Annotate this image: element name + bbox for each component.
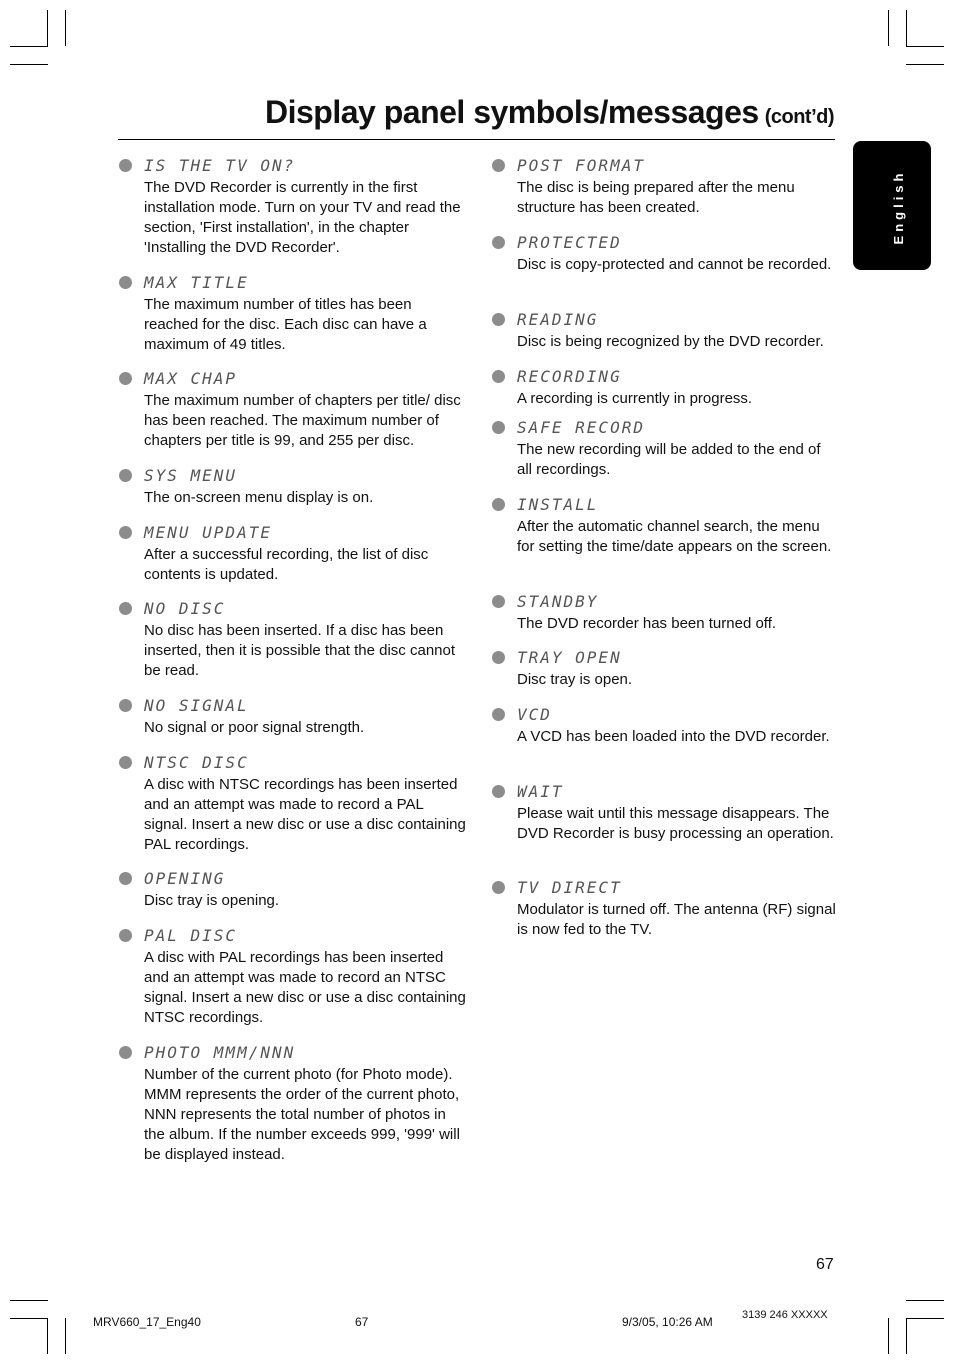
bullet-icon <box>492 708 505 721</box>
message-description: The DVD recorder has been turned off. <box>517 615 777 632</box>
message-description: Modulator is turned off. The antenna (RF) signal is now fed to the TV. <box>517 901 836 938</box>
crop-mark <box>10 46 48 47</box>
language-tab-label: English <box>890 169 906 245</box>
message-item <box>118 696 468 738</box>
title-rule <box>118 139 835 140</box>
message-description: Disc tray is opening. <box>144 892 280 909</box>
display-message-code: MAX TITLE <box>144 273 249 292</box>
message-description: Number of the current photo (for Photo mode). MMM represents the order of the current photo, NNN represents the total number of photos in the album. If the number exceeds 999, '999' will be displayed instead. <box>144 1066 460 1163</box>
message-description: The maximum number of titles has been reached for the disc. Each disc can have a maximum of 49 titles. <box>144 296 427 353</box>
message-description: A disc with PAL recordings has been inserted and an attempt was made to record an NTSC signal. Insert a new disc or use a disc containing NTSC recordings. <box>144 949 466 1026</box>
bullet-icon <box>119 469 132 482</box>
display-message-code: IS THE TV ON? <box>144 156 296 175</box>
message-item <box>491 418 836 480</box>
display-message-code: PHOTO MMM/NNN <box>144 1043 296 1062</box>
language-tab <box>853 141 931 270</box>
message-item <box>491 592 836 634</box>
message-item <box>118 523 468 585</box>
display-message-code: MENU UPDATE <box>144 523 272 542</box>
crop-mark <box>47 10 48 46</box>
message-description: No signal or poor signal strength. <box>144 719 365 736</box>
display-message-code: OPENING <box>144 869 226 888</box>
crop-mark <box>10 64 48 65</box>
message-item <box>118 369 468 451</box>
message-item <box>491 782 836 844</box>
message-item <box>491 878 836 940</box>
crop-mark <box>65 1318 66 1354</box>
footer-code: 3139 246 XXXXX <box>742 1309 828 1321</box>
bullet-icon <box>492 785 505 798</box>
message-item <box>491 310 836 352</box>
display-message-code: NO DISC <box>144 599 226 618</box>
display-message-code: NTSC DISC <box>144 753 249 772</box>
bullet-icon <box>492 370 505 383</box>
message-item <box>491 233 836 275</box>
message-description: The maximum number of chapters per title/ disc has been reached. The maximum number of chapters per title is 99, and 255 per disc. <box>144 392 461 449</box>
message-item <box>491 495 836 557</box>
message-item <box>118 753 468 855</box>
display-message-code: STANDBY <box>517 592 599 611</box>
message-item <box>491 156 836 218</box>
display-message-code: TRAY OPEN <box>517 648 622 667</box>
bullet-icon <box>119 1046 132 1059</box>
message-description: The on-screen menu display is on. <box>144 489 374 506</box>
bullet-icon <box>492 651 505 664</box>
crop-mark <box>906 10 907 46</box>
bullet-icon <box>492 313 505 326</box>
crop-mark <box>888 1318 889 1354</box>
crop-mark <box>906 1300 944 1301</box>
message-description: Disc is copy-protected and cannot be recorded. <box>517 256 832 273</box>
display-message-code: RECORDING <box>517 367 622 386</box>
display-message-code: NO SIGNAL <box>144 696 249 715</box>
display-message-code: SYS MENU <box>144 466 238 485</box>
display-message-code: MAX CHAP <box>144 369 238 388</box>
bullet-icon <box>492 159 505 172</box>
bullet-icon <box>119 159 132 172</box>
crop-mark <box>906 1318 944 1319</box>
display-message-code: PAL DISC <box>144 926 238 945</box>
crop-mark <box>906 64 944 65</box>
message-description: After the automatic channel search, the menu for setting the time/date appears on the screen. <box>517 518 832 555</box>
bullet-icon <box>492 421 505 434</box>
bullet-icon <box>119 756 132 769</box>
display-message-code: WAIT <box>517 782 564 801</box>
display-message-code: VCD <box>517 705 552 724</box>
page-title-suffix: (cont’d) <box>764 106 834 128</box>
bullet-icon <box>492 498 505 511</box>
footer-file: MRV660_17_Eng40 <box>93 1315 201 1329</box>
message-description: The disc is being prepared after the menu structure has been created. <box>517 179 795 216</box>
page-number: 67 <box>816 1256 834 1273</box>
display-message-code: TV DIRECT <box>517 878 622 897</box>
message-item <box>118 156 468 258</box>
crop-mark <box>888 10 889 46</box>
display-message-code: INSTALL <box>517 495 599 514</box>
message-item <box>118 273 468 355</box>
message-description: A recording is currently in progress. <box>517 390 753 407</box>
message-description: After a successful recording, the list of disc contents is updated. <box>144 546 429 583</box>
bullet-icon <box>119 526 132 539</box>
bullet-icon <box>119 872 132 885</box>
footer-date: 9/3/05, 10:26 AM <box>622 1315 713 1329</box>
crop-mark <box>906 1318 907 1354</box>
message-description: Disc tray is open. <box>517 671 633 688</box>
display-message-code: PROTECTED <box>517 233 622 252</box>
bullet-icon <box>492 236 505 249</box>
bullet-icon <box>492 881 505 894</box>
bullet-icon <box>119 699 132 712</box>
footer-page: 67 <box>355 1315 369 1329</box>
bullet-icon <box>119 372 132 385</box>
bullet-icon <box>119 602 132 615</box>
bullet-icon <box>119 929 132 942</box>
crop-mark <box>10 1318 48 1319</box>
message-description: The DVD Recorder is currently in the first installation mode. Turn on your TV and read the section, 'First installation', in the chapter 'Installing the DVD Recorder'. <box>144 179 461 256</box>
message-item <box>118 599 468 681</box>
message-item <box>118 1043 468 1165</box>
message-item <box>491 705 836 747</box>
message-item <box>118 926 468 1028</box>
message-description: Disc is being recognized by the DVD recorder. <box>517 333 824 350</box>
message-item <box>118 869 468 911</box>
message-description: No disc has been inserted. If a disc has been inserted, then it is possible that the disc cannot be read. <box>144 622 456 679</box>
message-item <box>491 648 836 690</box>
page-title <box>265 94 834 131</box>
bullet-icon <box>492 595 505 608</box>
message-description: Please wait until this message disappears. The DVD Recorder is busy processing an operation. <box>517 805 834 842</box>
crop-mark <box>906 46 944 47</box>
message-description: A disc with NTSC recordings has been inserted and an attempt was made to record a PAL signal. Insert a new disc or use a disc containing PAL recordings. <box>144 776 466 853</box>
display-message-code: POST FORMAT <box>517 156 645 175</box>
display-message-code: READING <box>517 310 599 329</box>
crop-mark <box>10 1300 48 1301</box>
message-description: A VCD has been loaded into the DVD recorder. <box>517 728 830 745</box>
crop-mark <box>65 10 66 46</box>
page-title-text: Display panel symbols/messages <box>265 94 759 130</box>
message-item <box>118 466 468 508</box>
message-item <box>491 367 836 409</box>
crop-mark <box>47 1318 48 1354</box>
bullet-icon <box>119 276 132 289</box>
message-description: The new recording will be added to the end of all recordings. <box>517 441 821 478</box>
display-message-code: SAFE RECORD <box>517 418 645 437</box>
